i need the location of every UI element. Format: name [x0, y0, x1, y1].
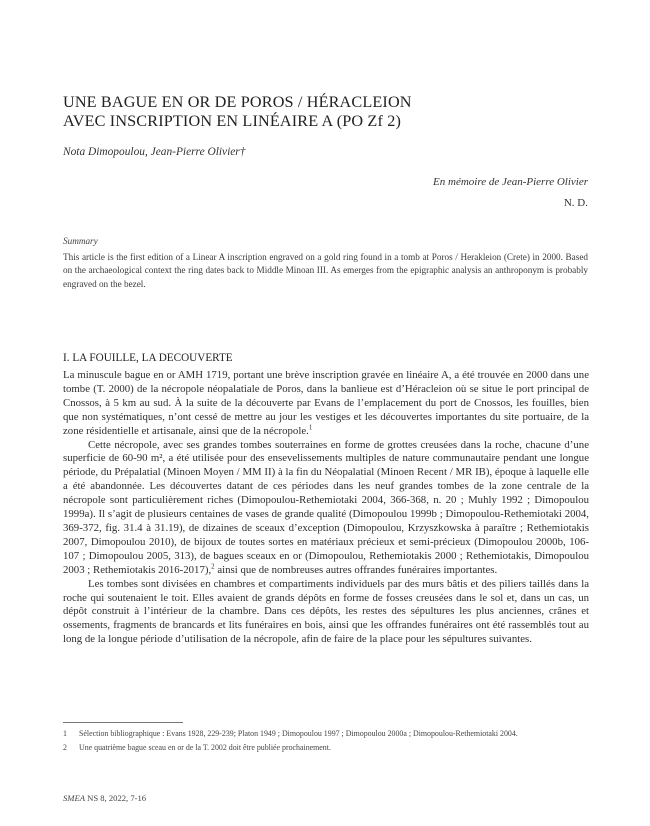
footnote-number: 2	[63, 743, 67, 753]
footnote-ref-2[interactable]: 2	[211, 562, 215, 571]
dedication-line: En mémoire de Jean-Pierre Olivier	[433, 176, 588, 188]
footnote-2	[63, 743, 589, 753]
summary-text: This article is the first edition of a Linear A inscription engraved on a gold ring found in a tomb at Poros / Herakleion (Crete) in 2000. Based on the archaeological context the ring dates back to Middle Minoan III. As emerges from the epigraphic analysis an anthroponym is probably engraved on the bezel.	[63, 252, 588, 289]
journal-name: SMEA	[63, 793, 85, 803]
summary-label: Summary	[63, 236, 98, 246]
authors: Nota Dimopoulou, Jean-Pierre Olivier†	[63, 146, 246, 158]
footnote-divider	[63, 722, 183, 723]
journal-citation: NS 8, 2022, 7-16	[84, 793, 147, 803]
dedication-initials: N. D.	[563, 197, 588, 209]
footnote-text: Une quatrième bague sceau en or de la T. 2002 doit être publiée prochainement.	[79, 743, 331, 753]
paragraph-1	[63, 369, 589, 439]
footnote-number: 1	[63, 729, 67, 738]
footnote-text: Sélection bibliographique : Evans 1928, 229-239; Platon 1949 ; Dimopoulou 1997 ; Dimopoulou 2000a ; Dimopoulou-Rethemiotaki 2004.	[79, 729, 518, 738]
title-line-1: UNE BAGUE EN OR DE POROS / HÉRACLEION	[63, 93, 412, 111]
paragraph-2	[63, 439, 589, 578]
article-title	[63, 93, 603, 131]
footnotes	[63, 729, 589, 758]
body-text	[63, 369, 589, 647]
footnote-ref-1[interactable]: 1	[308, 423, 313, 432]
paragraph-1-text: La minuscule bague en or AMH 1719, portant une brève inscription gravée en linéaire A, a été trouvée en 2000 dans une tombe (T. 2000) de la nécropole néopalatiale de Poros, dans la banlieue est d’Héracleion où se situe le port principal de Cnossos, à 5 km au sud. À la suite de la découverte par Evans de l’emplacement du port de Cnossos, les fouilles, bien que non systématiques, n’ont cessé de mettre au jour les vestiges et les découvertes importantes du site portuaire, de la zone résidentielle et artisanale, ainsi que de la nécropole.	[63, 369, 589, 437]
paragraph-2-tail: ainsi que de nombreuses autres offrandes funéraires importantes.	[214, 563, 498, 576]
footnote-1	[63, 729, 589, 739]
dedication	[433, 172, 588, 214]
paragraph-3: Les tombes sont divisées en chambres et compartiments individuels par des murs bâtis et des piliers taillés dans la roche qui soutenaient le toit. Elles avaient de grands dépôts en forme de fosses creusées dans le sol et, dans un cas, un dépôt construit à l’intérieur de la chambre. Dans ces dépôts, les restes des sépultures les plus anciennes, crânes et ossements, fragments de brancards et lits funéraires en bois, ainsi que les offrandes funéraires ont été rassemblés tout au long de la longue période d’utilisation de la nécropole, afin de faire de la place pour les sépultures suivantes.	[63, 577, 589, 646]
section-heading: I. LA FOUILLE, LA DECOUVERTE	[63, 352, 233, 364]
page-footer	[63, 793, 146, 803]
title-line-2: AVEC INSCRIPTION EN LINÉAIRE A (PO Zf 2)	[63, 112, 401, 130]
paragraph-2-text: Cette nécropole, avec ses grandes tombes souterraines en forme de grottes creusées dans la roche, chacune d’une superficie de 60-90 m², a été utilisée pour des ensevelissements multiples de nature communautaire pendant une longue période, du Prépalatial (Minoen Moyen / MM II) à la fin du Néopalatial (Minoen Recent / MR IB), époque à laquelle elle a été abandonnée. Les découvertes datant de ces périodes dans les neuf grandes tombes de la zone centrale de la nécropole sont particulièrement riches (Dimopoulou-Rethemiotaki 2004, 366-368, n. 20 ; Muhly 1992 ; Dimopoulou 1999a). Il s’agit de plusieurs centaines de vases de grande qualité (Dimopoulou 1999b ; Dimopoulou-Rethemiotaki 2004, 369-372, fig. 31.4 à 31.19), de dizaines de sceaux d’exception (Dimopoulou, Krzyszkowska à paraître ; Rethemiotakis 2007, Dimopoulou 2010), de bijoux de toutes sortes en matériaux précieux et semi-précieux (Dimopoulou 2000b, 106-107 ; Dimopoulou 2005, 313), de bagues sceaux en or (Dimopoulou, Rethemiotakis 2000 ; Rethemiotakis, Dimopoulou 2003 ; Rethemiotakis 2016-2017),	[63, 438, 589, 576]
